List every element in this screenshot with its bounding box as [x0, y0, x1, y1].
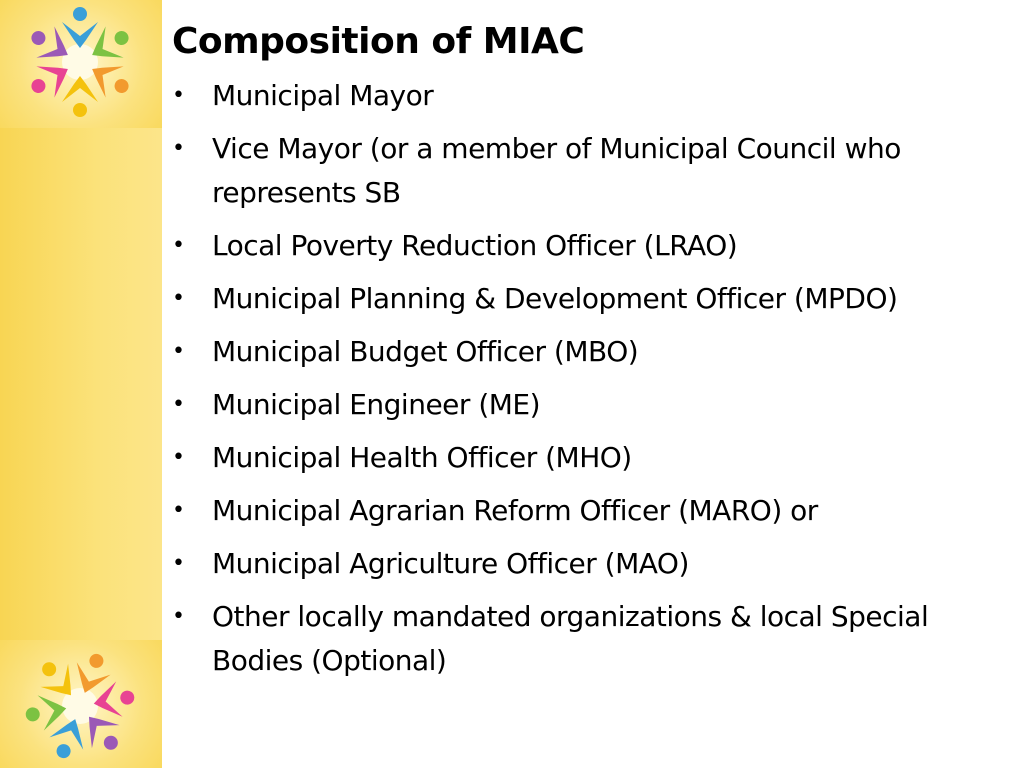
- bullet-item: [172, 330, 952, 374]
- bullet-dot-icon: •: [172, 445, 185, 470]
- bullet-dot-icon: •: [172, 498, 185, 523]
- bullet-dot-icon: •: [172, 551, 185, 576]
- bullet-item: [172, 542, 952, 586]
- bullet-text: Municipal Mayor: [212, 79, 434, 112]
- bullet-dot-icon: •: [172, 604, 185, 629]
- bullet-text: Other locally mandated organizations & local Special Bodies (Optional): [212, 600, 929, 677]
- bullet-dot-icon: •: [172, 339, 185, 364]
- bullet-text: Municipal Agriculture Officer (MAO): [212, 547, 689, 580]
- bullet-item: [172, 436, 952, 480]
- bullet-item: [172, 127, 952, 215]
- bullet-item: [172, 383, 952, 427]
- slide-content: [172, 16, 952, 692]
- bullet-dot-icon: •: [172, 392, 185, 417]
- slide-title: Composition of MIAC: [172, 21, 585, 62]
- people-circle-logo-icon: [0, 640, 162, 768]
- bullet-item: [172, 489, 952, 533]
- bullet-item: [172, 74, 952, 118]
- bullet-text: Municipal Planning & Development Officer (MPDO): [212, 282, 898, 315]
- bullet-text: Municipal Engineer (ME): [212, 388, 541, 421]
- yellow-sidebar: [0, 0, 162, 768]
- people-circle-logo-icon: [0, 0, 162, 128]
- bullet-text: Vice Mayor (or a member of Municipal Council who represents SB: [212, 132, 901, 209]
- bullet-text: Municipal Budget Officer (MBO): [212, 335, 639, 368]
- bullet-item: [172, 224, 952, 268]
- bullet-list: [172, 74, 952, 683]
- bullet-dot-icon: •: [172, 83, 185, 108]
- bullet-text: Municipal Agrarian Reform Officer (MARO) or: [212, 494, 818, 527]
- bullet-dot-icon: •: [172, 286, 185, 311]
- bullet-dot-icon: •: [172, 233, 185, 258]
- bullet-item: [172, 595, 952, 683]
- bullet-text: Municipal Health Officer (MHO): [212, 441, 632, 474]
- bullet-text: Local Poverty Reduction Officer (LRAO): [212, 229, 738, 262]
- bullet-item: [172, 277, 952, 321]
- bullet-dot-icon: •: [172, 136, 185, 161]
